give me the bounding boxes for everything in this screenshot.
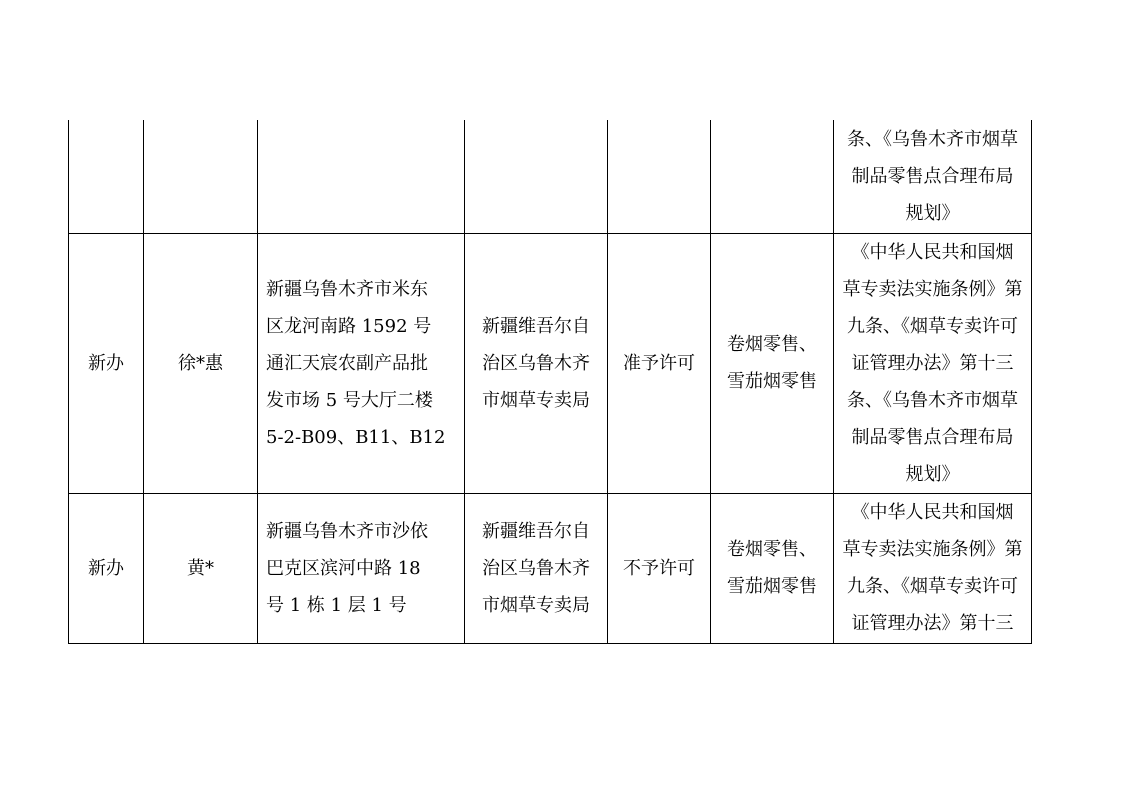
authority-cell	[465, 120, 608, 233]
name-cell: 黄*	[144, 493, 258, 643]
address-line: 发市场 5 号大厅二楼	[266, 389, 433, 411]
scope-line: 卷烟零售、	[727, 334, 817, 355]
scope-line: 雪茄烟零售	[727, 576, 817, 597]
type-cell	[69, 120, 144, 233]
type-cell: 新办	[69, 233, 144, 493]
basis-line: 证管理办法》第十三	[851, 613, 1014, 634]
table-row	[69, 233, 1032, 493]
basis-line: 《中华人民共和国烟	[851, 241, 1014, 263]
basis-line: 证管理办法》第十三	[851, 352, 1014, 374]
license-table	[68, 120, 1032, 644]
scope-cell	[711, 120, 834, 233]
decision-cell: 准予许可	[608, 233, 711, 493]
basis-line: 九条、《烟草专卖许可	[847, 315, 1018, 337]
basis-line: 《中华人民共和国烟	[851, 502, 1014, 523]
authority-cell	[465, 493, 608, 643]
address-line: 新疆乌鲁木齐市沙依	[266, 520, 428, 542]
name-cell: 徐*惠	[144, 233, 258, 493]
authority-line: 新疆维吾尔自	[482, 315, 590, 337]
basis-line: 规划》	[905, 463, 960, 485]
basis-cell	[834, 233, 1032, 493]
address-line: 巴克区滨河中路 18	[266, 557, 421, 579]
name-cell	[144, 120, 258, 233]
address-line: 区龙河南路 1592 号	[266, 315, 432, 337]
authority-line: 治区乌鲁木齐	[482, 352, 590, 374]
table-row	[69, 120, 1032, 233]
basis-line: 制品零售点合理布局	[851, 426, 1014, 448]
authority-line: 市烟草专卖局	[482, 389, 590, 411]
basis-line: 条、《乌鲁木齐市烟草	[847, 128, 1018, 150]
basis-line: 草专卖法实施条例》第	[842, 278, 1023, 300]
scope-line: 卷烟零售、	[727, 539, 817, 560]
address-line: 通汇天宸农副产品批	[266, 352, 428, 374]
basis-line: 规划》	[905, 202, 960, 224]
type-cell: 新办	[69, 493, 144, 643]
basis-line: 九条、《烟草专卖许可	[847, 576, 1018, 597]
basis-cell	[834, 493, 1032, 643]
table-row	[69, 493, 1032, 643]
authority-line: 新疆维吾尔自	[482, 520, 590, 542]
address-cell	[258, 233, 465, 493]
scope-cell	[711, 233, 834, 493]
authority-cell	[465, 233, 608, 493]
basis-line: 草专卖法实施条例》第	[842, 539, 1023, 560]
address-cell	[258, 120, 465, 233]
address-line: 号 1 栋 1 层 1 号	[266, 594, 407, 616]
address-cell	[258, 493, 465, 643]
authority-line: 市烟草专卖局	[482, 594, 590, 616]
decision-cell: 不予许可	[608, 493, 711, 643]
decision-cell	[608, 120, 711, 233]
address-line: 新疆乌鲁木齐市米东	[266, 278, 428, 300]
scope-cell	[711, 493, 834, 643]
basis-line: 条、《乌鲁木齐市烟草	[847, 389, 1018, 411]
basis-cell	[834, 120, 1032, 233]
basis-line: 制品零售点合理布局	[851, 165, 1014, 187]
scope-line: 雪茄烟零售	[727, 371, 817, 392]
address-line: 5-2-B09、B11、B12	[266, 426, 446, 448]
authority-line: 治区乌鲁木齐	[482, 557, 590, 579]
